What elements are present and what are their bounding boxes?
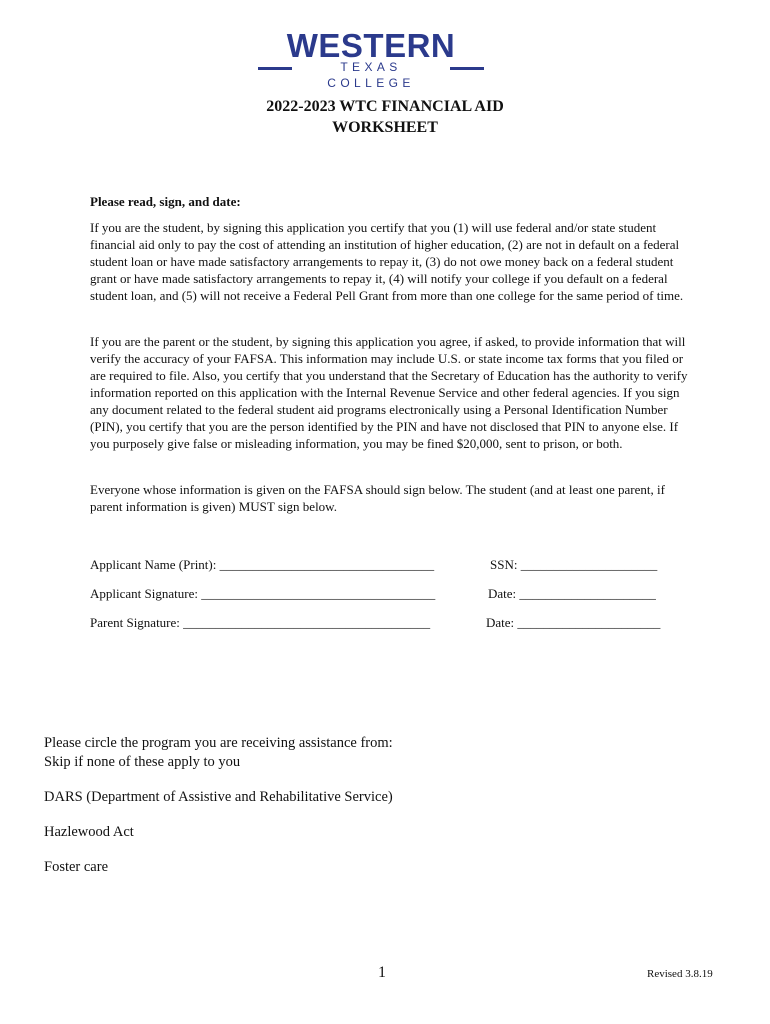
- program-intro-line-1: Please circle the program you are receiving assistance from:: [44, 735, 393, 751]
- parent-signature-field[interactable]: Parent Signature: ______________________________________: [90, 615, 431, 630]
- ssn-field[interactable]: SSN: _____________________: [490, 557, 658, 572]
- student-certification-paragraph: If you are the student, by signing this application you certify that you (1) will use federal and/or state student financial aid only to pay the cost of attending an institution of higher education, (2) are not in default on a federal student loan or have made satisfactory arrangements to repay it, (3) do not owe money back on a federal student grant or have made satisfactory arrangements to repay it, (4) will notify your college if you default on a federal student loan, and (5) will not receive a Federal Pell Grant from more than one college for the same period of time.: [90, 220, 684, 303]
- logo-wordmark: WESTERN: [286, 27, 456, 64]
- page-title: [185, 96, 585, 138]
- program-option-dars[interactable]: DARS (Department of Assistive and Rehabilitative Service): [44, 789, 393, 805]
- program-option-hazlewood[interactable]: Hazlewood Act: [44, 824, 134, 840]
- program-intro-line-2: Skip if none of these apply to you: [44, 754, 241, 770]
- parent-student-agreement-paragraph: If you are the parent or the student, by signing this application you agree, if asked, to provide information that will verify the accuracy of your FAFSA. This information may include U.S. or state income tax forms that you filed or are required to file. Also, you certify that you understand that the Secretary of Education has the authority to verify information reported on this application with the Internal Revenue Service and other federal agencies. If you sign any document related to the federal student aid programs electronically using a Personal Identification Number (PIN), you certify that you are the person identified by the PIN and have not disclosed that PIN to anyone else. If you purposely give false or misleading information, you may be fined $20,000, sent to prison, or both.: [90, 334, 688, 451]
- title-line-1: 2022-2023 WTC FINANCIAL AID: [266, 98, 504, 115]
- parent-signature-row: [90, 614, 690, 632]
- applicant-signature-field[interactable]: Applicant Signature: ____________________________________: [90, 586, 436, 601]
- program-option-foster-care[interactable]: Foster care: [44, 859, 109, 875]
- applicant-signature-row: [90, 585, 690, 603]
- page-number: 1: [378, 964, 386, 981]
- program-intro: [44, 734, 393, 772]
- instructions-heading: Please read, sign, and date:: [90, 194, 241, 209]
- logo-subtitle: TEXAS COLLEGE: [327, 60, 415, 90]
- signing-requirement-paragraph: Everyone whose information is given on the FAFSA should sign below. The student (and at least one parent, if parent information is given) MUST sign below.: [90, 482, 665, 514]
- applicant-date-field[interactable]: Date: _____________________: [488, 586, 656, 601]
- applicant-name-field[interactable]: Applicant Name (Print): _________________________________: [90, 557, 435, 572]
- parent-date-field[interactable]: Date: ______________________: [486, 615, 661, 630]
- revision-date: Revised 3.8.19: [647, 968, 713, 980]
- title-line-2: WORKSHEET: [332, 119, 438, 136]
- logo-rule-left: [258, 67, 292, 70]
- logo-rule-right: [450, 67, 484, 70]
- applicant-name-row: [90, 556, 690, 574]
